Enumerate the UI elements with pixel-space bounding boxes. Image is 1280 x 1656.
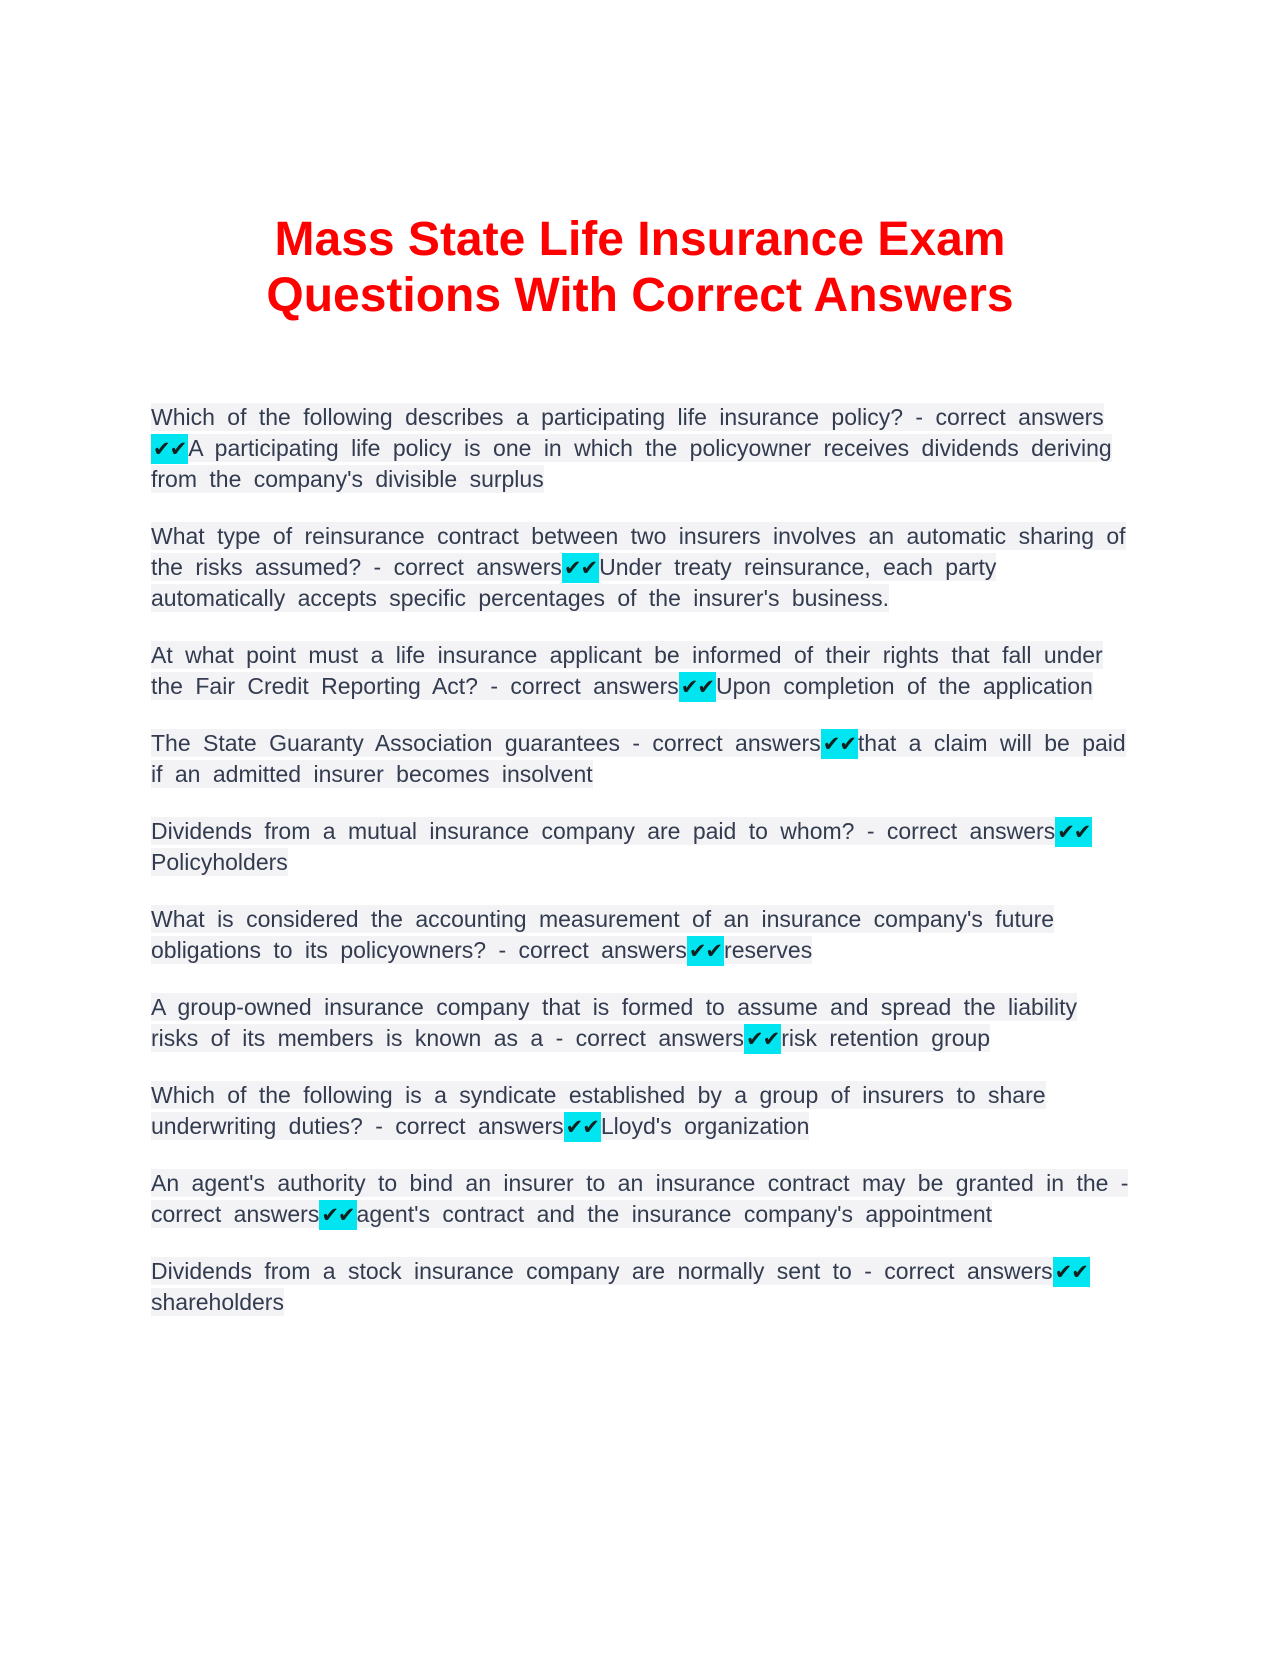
- qa-item: [151, 1168, 1131, 1230]
- qa-item: [151, 816, 1131, 878]
- qa-item: [151, 728, 1131, 790]
- question-text: An agent's authority to bind an insurer to an insurance contract may be granted in the - correct answers: [151, 1170, 1129, 1227]
- question-text: What type of reinsurance contract between two insurers involves an automatic sharing of the risks assumed? - correct answers: [151, 523, 1126, 580]
- qa-item: [151, 521, 1131, 614]
- question-text: A group-owned insurance company that is formed to assume and spread the liability risks of its members is known as a - correct answers: [151, 994, 1078, 1051]
- checkmark-icon: ✔✔: [1055, 817, 1092, 847]
- question-text: What is considered the accounting measurement of an insurance company's future obligations to its policyowners? - correct answers: [151, 906, 1055, 963]
- question-text: Which of the following describes a participating life insurance policy? - correct answers: [151, 404, 1104, 430]
- qa-item: [151, 640, 1131, 702]
- qa-item: [151, 1080, 1131, 1142]
- answer-text: A participating life policy is one in which the policyowner receives dividends deriving from the company's divisible surplus: [151, 435, 1112, 492]
- qa-item: [151, 402, 1131, 495]
- document-title: [0, 212, 1280, 324]
- checkmark-icon: ✔✔: [1053, 1257, 1090, 1287]
- answer-text: that a claim will be paid if an admitted insurer becomes insolvent: [151, 730, 1126, 787]
- question-text: At what point must a life insurance applicant be informed of their rights that fall under the Fair Credit Reporting Act? - correct answers: [151, 642, 1103, 699]
- checkmark-icon: ✔✔: [679, 672, 716, 702]
- question-text: Dividends from a stock insurance company are normally sent to - correct answers: [151, 1258, 1053, 1284]
- checkmark-icon: ✔✔: [821, 729, 858, 759]
- question-text: The State Guaranty Association guarantees - correct answers: [151, 730, 821, 756]
- checkmark-icon: ✔✔: [564, 1112, 601, 1142]
- answer-text: agent's contract and the insurance company's appointment: [356, 1201, 993, 1227]
- answer-text: Upon completion of the application: [715, 673, 1093, 699]
- qa-list: [151, 379, 1131, 1344]
- qa-item: [151, 904, 1131, 966]
- answer-text: risk retention group: [781, 1025, 991, 1051]
- question-text: Which of the following is a syndicate established by a group of insurers to share underwriting duties? - correct answers: [151, 1082, 1046, 1139]
- answer-text: Policyholders: [151, 849, 288, 875]
- checkmark-icon: ✔✔: [562, 553, 599, 583]
- qa-item: [151, 1256, 1131, 1318]
- qa-item: [151, 992, 1131, 1054]
- answer-text: Lloyd's organization: [600, 1113, 810, 1139]
- checkmark-icon: ✔✔: [744, 1024, 781, 1054]
- checkmark-icon: ✔✔: [319, 1200, 356, 1230]
- checkmark-icon: ✔✔: [687, 936, 724, 966]
- title-line-1: Mass State Life Insurance Exam: [274, 213, 1006, 267]
- checkmark-icon: ✔✔: [151, 434, 188, 464]
- answer-text: shareholders: [151, 1289, 284, 1315]
- answer-text: reserves: [724, 937, 813, 963]
- title-line-2: Questions With Correct Answers: [266, 269, 1014, 323]
- question-text: Dividends from a mutual insurance company are paid to whom? - correct answers: [151, 818, 1056, 844]
- answer-text: Under treaty reinsurance, each party automatically accepts specific percentages of the insurer's business.: [151, 554, 997, 611]
